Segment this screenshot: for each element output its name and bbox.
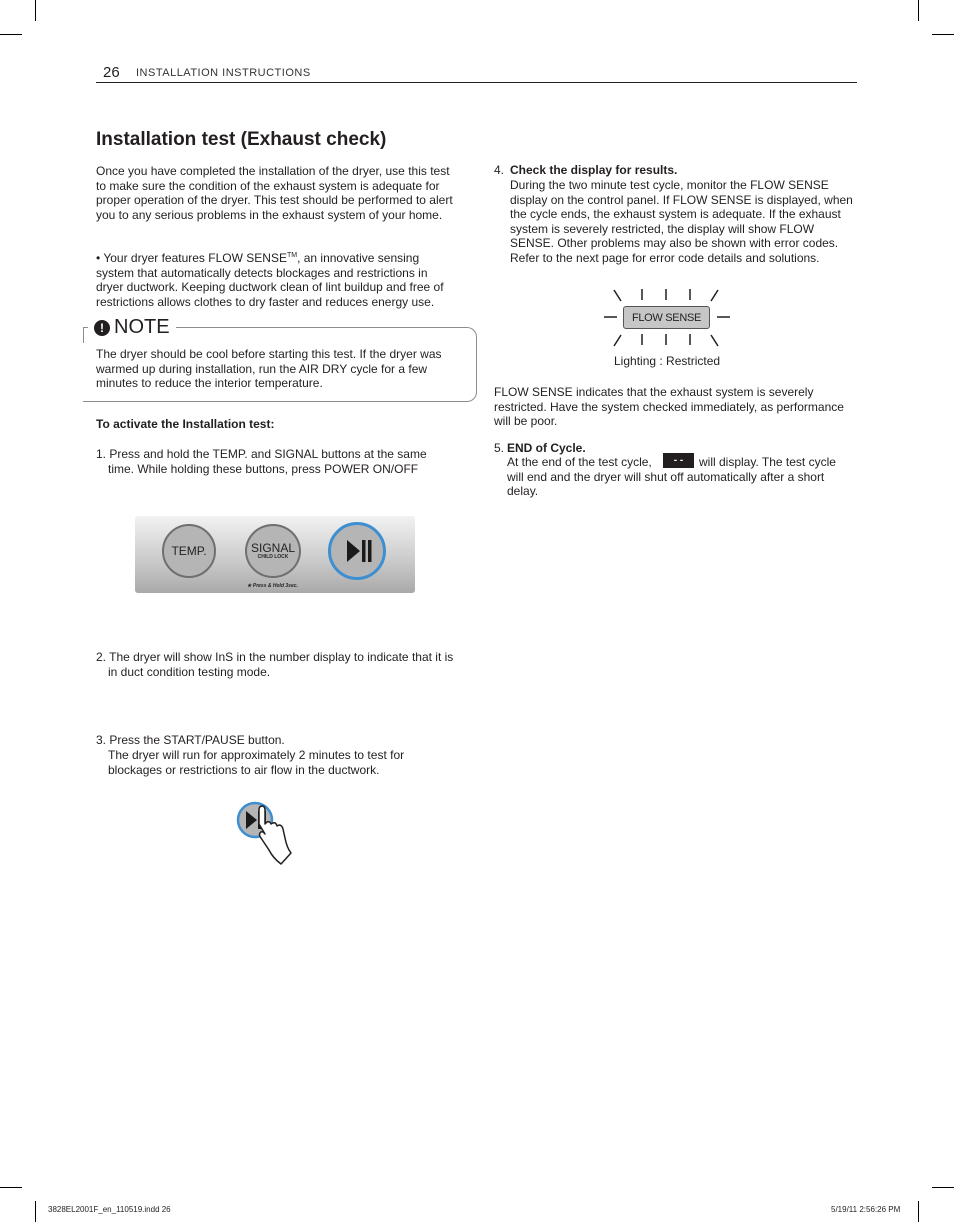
step-5-text-post: will display. The test cycle will end and the dryer will shut off automatically after a short delay. (507, 455, 836, 499)
warning-icon: ! (94, 320, 110, 336)
child-lock-label: CHILD LOCK (257, 554, 289, 560)
crop-mark (0, 34, 22, 35)
flow-sense-bullet (96, 249, 458, 309)
step-3-title: 3. Press the START/PAUSE button. (96, 733, 285, 747)
signal-button[interactable] (245, 524, 301, 578)
trademark: TM (286, 252, 298, 259)
flow-sense-badge-text: FLOW SENSE (631, 311, 702, 324)
bullet-text-cont: , an innovative sensing system that automatically detects blockages and restrictions in dryer ductwork. Keeping ductwork clean of lint buildup and free of restrictions allows clothes to dry faster and reduces energy use. (96, 251, 444, 309)
hand-press-illustration (235, 800, 299, 866)
start-pause-button[interactable] (328, 522, 386, 580)
step-1: 1. Press and hold the TEMP. and SIGNAL buttons at the same time. While holding these buttons, press POWER ON/OFF (96, 447, 427, 476)
flow-sense-caption: Lighting : Restricted (614, 354, 721, 368)
intro-paragraph: Once you have completed the installation of the dryer, use this test to make sure the condition of the exhaust system is adequate for proper operation of the dryer. This test should be performed to alert you to any serious problems in the exhaust system of your home. (96, 164, 453, 222)
flow-sense-note: FLOW SENSE indicates that the exhaust system is severely restricted. Have the system checked immediately, as performance will be poor. (494, 385, 844, 429)
signal-button-label: SIGNAL (250, 541, 295, 555)
step-5-text-pre: At the end of the test cycle, (507, 455, 652, 469)
header-rule (96, 82, 857, 83)
step-3-body: The dryer will run for approximately 2 minutes to test for blockages or restrictions to air flow in the ductwork. (108, 748, 405, 777)
footer-file-name: 3828EL2001F_en_110519.indd 26 (48, 1205, 171, 1214)
step-4-body: During the two minute test cycle, monitor the FLOW SENSE display on the control panel. If FLOW SENSE is displayed, when the cycle ends, the exhaust system is adequate. If the exhaust system is severely restricted, the display will show FLOW SENSE. Other problems may also be shown with error codes. Refer to the next page for error code details and solutions. (510, 178, 853, 265)
crop-mark (932, 1187, 954, 1188)
temp-button[interactable] (162, 524, 216, 578)
crop-mark (35, 0, 36, 21)
step-4-number: 4. (494, 163, 505, 177)
footer-timestamp: 5/19/11 2:56:26 PM (831, 1205, 901, 1214)
activate-heading: To activate the Installation test: (96, 417, 275, 431)
step-5-title: END of Cycle. (507, 441, 586, 455)
page-title: Installation test (Exhaust check) (96, 129, 387, 150)
note-text: The dryer should be cool before starting this test. If the dryer was warmed up during installation, run the AIR DRY cycle for a few minutes to reduce the interior temperature. (96, 347, 442, 391)
note-label (88, 316, 176, 339)
section-title: INSTALLATION INSTRUCTIONS (136, 67, 311, 79)
note-box-left-edge (83, 327, 84, 343)
press-hold-label: ★ Press & Hold 3sec. (247, 583, 298, 589)
play-pause-icon (331, 525, 383, 577)
temp-button-label: TEMP. (171, 544, 207, 558)
crop-mark (918, 0, 919, 21)
page-number: 26 (103, 64, 120, 81)
press-hold-text: Press & Hold 3sec. (252, 583, 298, 589)
step-4-title: Check the display for results. (510, 163, 678, 177)
step-5-number: 5. (494, 441, 505, 455)
end-display-text: - - (673, 455, 684, 466)
crop-mark (932, 34, 954, 35)
crop-mark (0, 1187, 22, 1188)
control-panel-illustration (135, 516, 415, 593)
bullet-text: • Your dryer features FLOW SENSE (96, 251, 287, 265)
flow-sense-badge (623, 306, 710, 329)
crop-mark (918, 1201, 919, 1222)
note-title: NOTE (114, 316, 170, 338)
crop-mark (35, 1201, 36, 1222)
step-2: 2. The dryer will show InS in the number display to indicate that it is in duct condition testing mode. (96, 650, 454, 679)
